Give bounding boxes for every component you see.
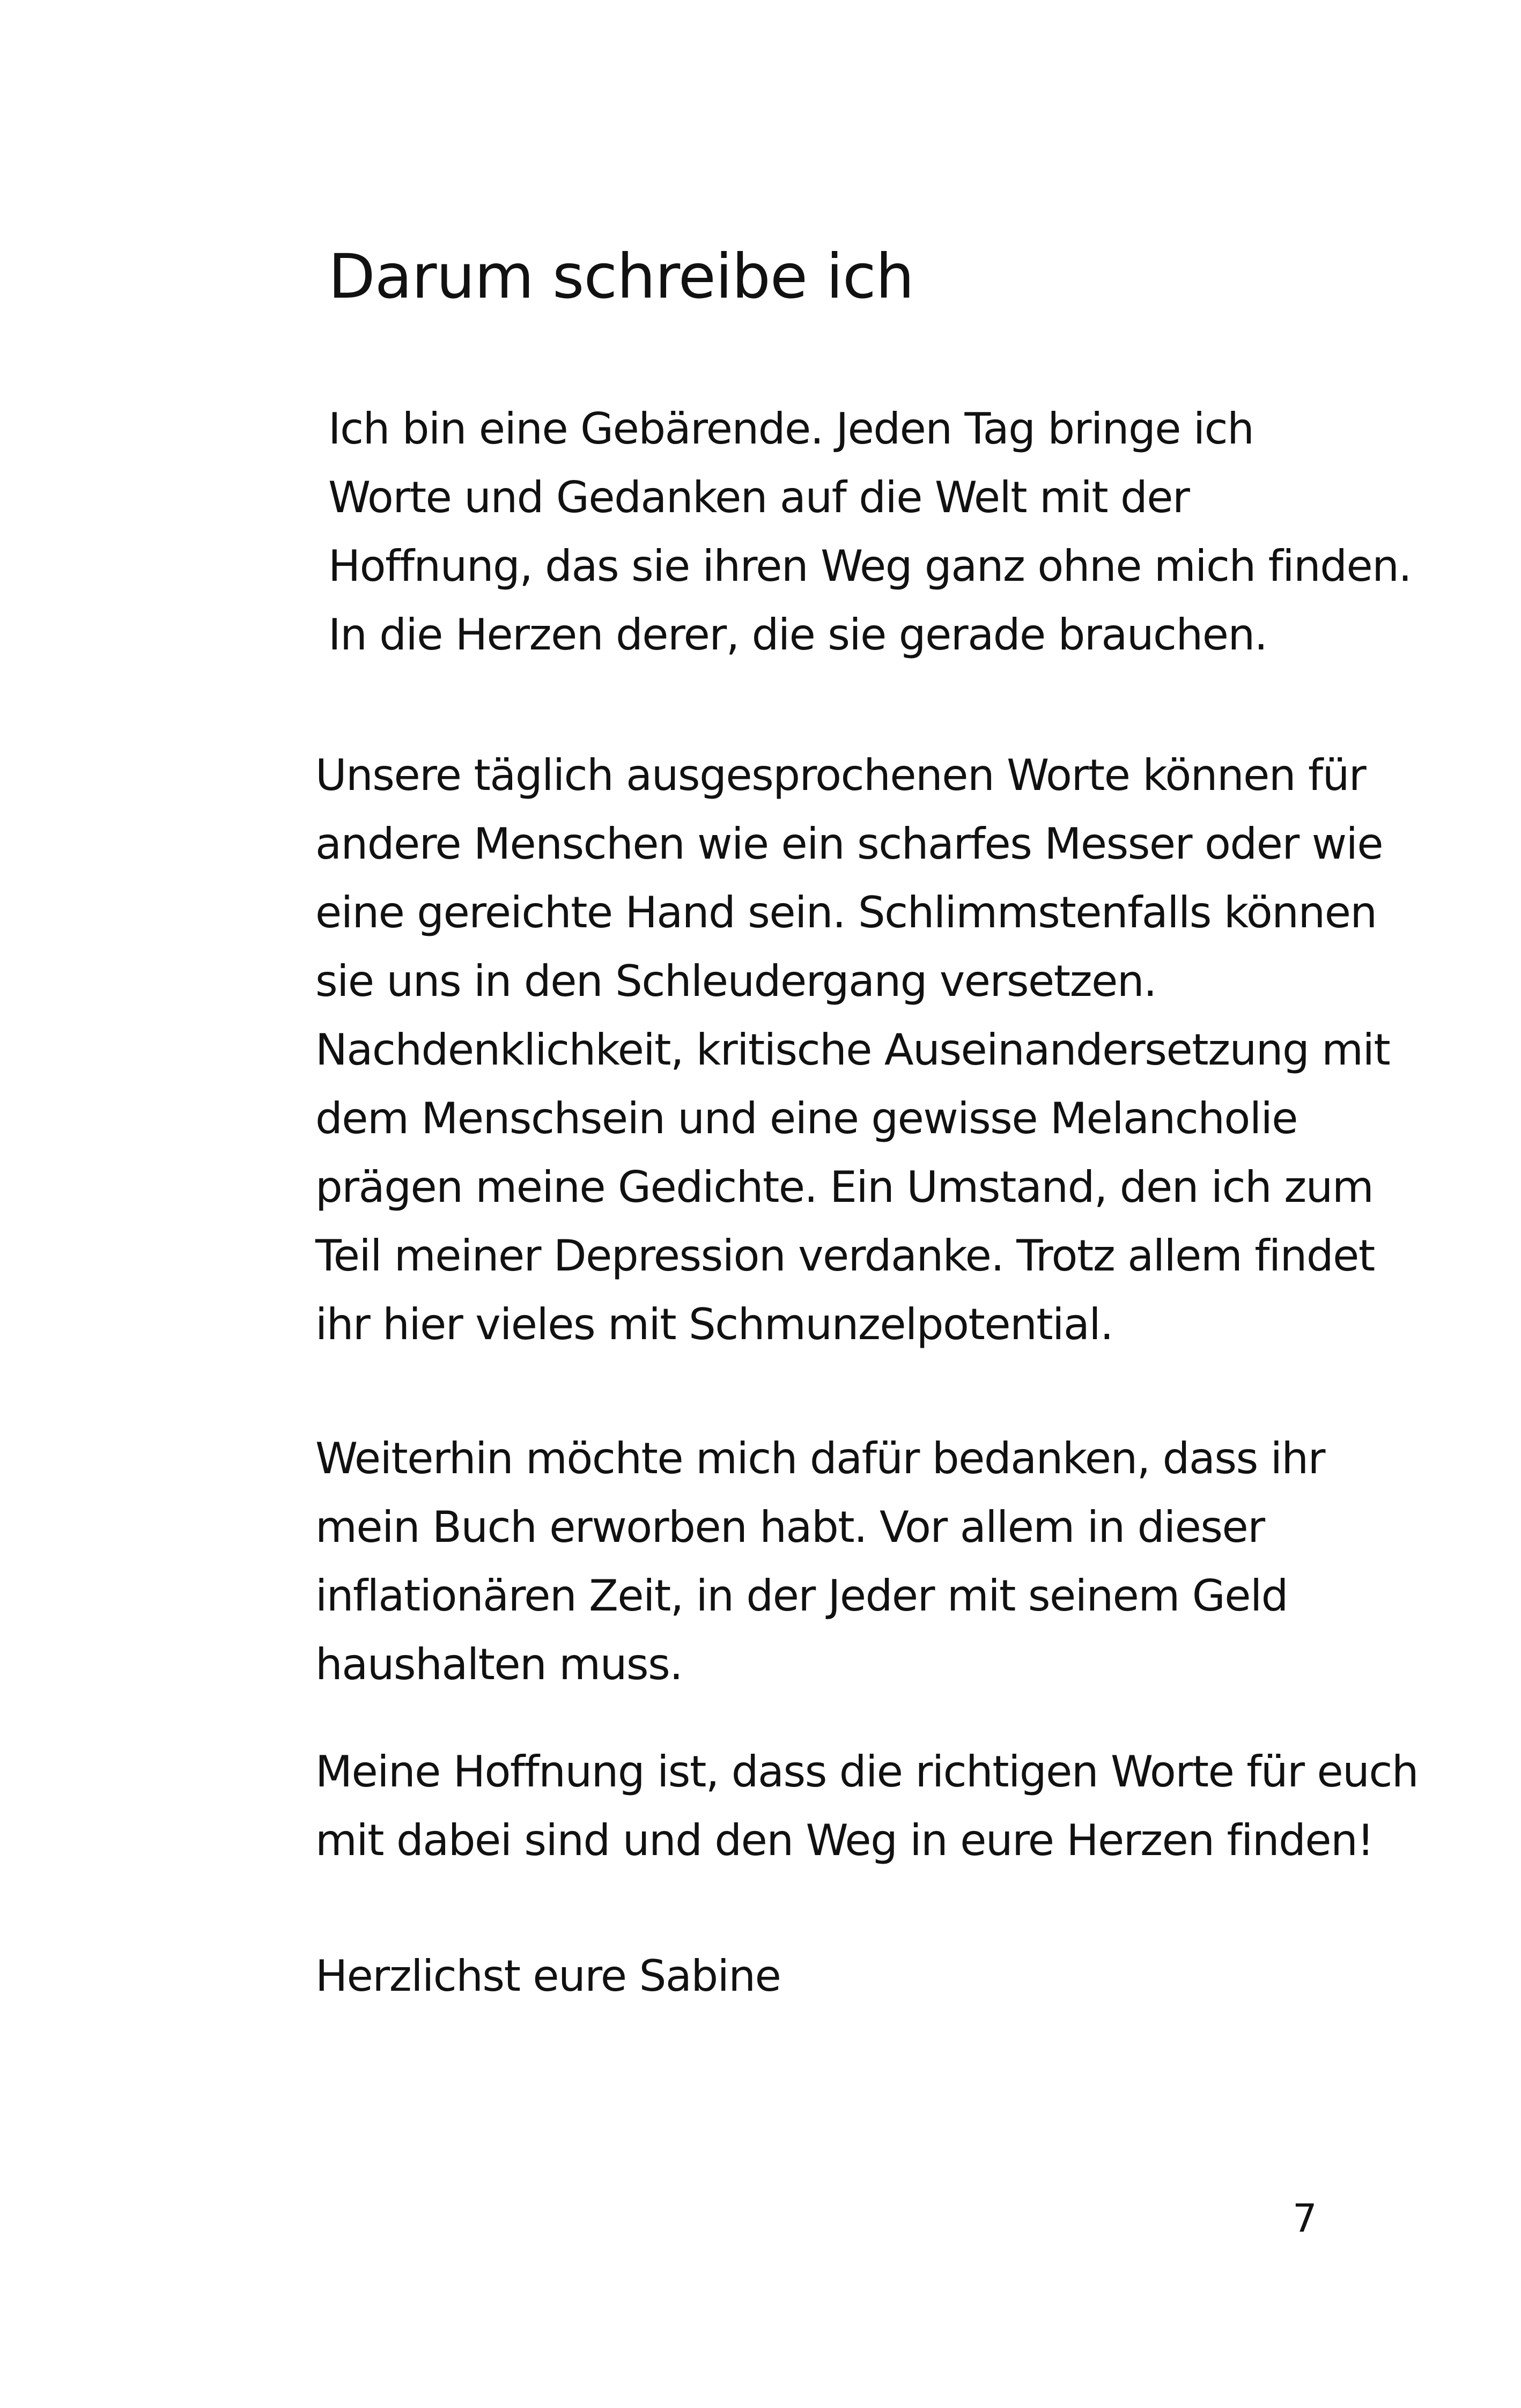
text-line: Ich bin eine Gebärende. Jeden Tag bringe ich xyxy=(328,404,1254,454)
text-line: Unsere täglich ausgesprochenen Worte können für xyxy=(315,750,1366,800)
text-line: In die Herzen derer, die sie gerade brauchen. xyxy=(328,610,1267,660)
text-line: sie uns in den Schleudergang versetzen. xyxy=(315,956,1156,1006)
page-number: 7 xyxy=(1293,2196,1317,2241)
text-line: eine gereichte Hand sein. Schlimmstenfalls können xyxy=(315,888,1377,937)
text-line: Worte und Gedanken auf die Welt mit der xyxy=(328,472,1190,522)
text-line: prägen meine Gedichte. Ein Umstand, den ich zum xyxy=(315,1162,1374,1212)
body-paragraph-1 xyxy=(315,741,1442,1359)
text-line: Meine Hoffnung ist, dass die richtigen Worte für euch xyxy=(315,1747,1419,1797)
body-paragraph-2 xyxy=(315,1424,1442,1699)
page-title: Darum schreibe ich xyxy=(328,241,914,312)
text-line: Weiterhin möchte mich dafür bedanken, dass ihr xyxy=(315,1434,1325,1483)
text-line: Nachdenklichkeit, kritische Auseinandersetzung mit xyxy=(315,1025,1390,1075)
text-line: mein Buch erworben habt. Vor allem in dieser xyxy=(315,1502,1265,1552)
body-paragraph-3 xyxy=(315,1738,1442,1875)
text-line: andere Menschen wie ein scharfes Messer oder wie xyxy=(315,819,1383,869)
intro-paragraph xyxy=(328,395,1412,669)
signature-text: Herzlichst eure Sabine xyxy=(315,1951,781,2001)
text-line: Hoffnung, das sie ihren Weg ganz ohne mich finden. xyxy=(328,541,1412,591)
text-line: ihr hier vieles mit Schmunzelpotential. xyxy=(315,1299,1113,1349)
signature xyxy=(315,1942,1442,2011)
text-line: dem Menschsein und eine gewisse Melancholie xyxy=(315,1094,1298,1143)
text-line: haushalten muss. xyxy=(315,1639,683,1689)
text-line: Teil meiner Depression verdanke. Trotz allem findet xyxy=(315,1231,1375,1281)
text-line: inflationären Zeit, in der Jeder mit seinem Geld xyxy=(315,1571,1288,1621)
text-line: mit dabei sind und den Weg in eure Herzen finden! xyxy=(315,1815,1374,1865)
